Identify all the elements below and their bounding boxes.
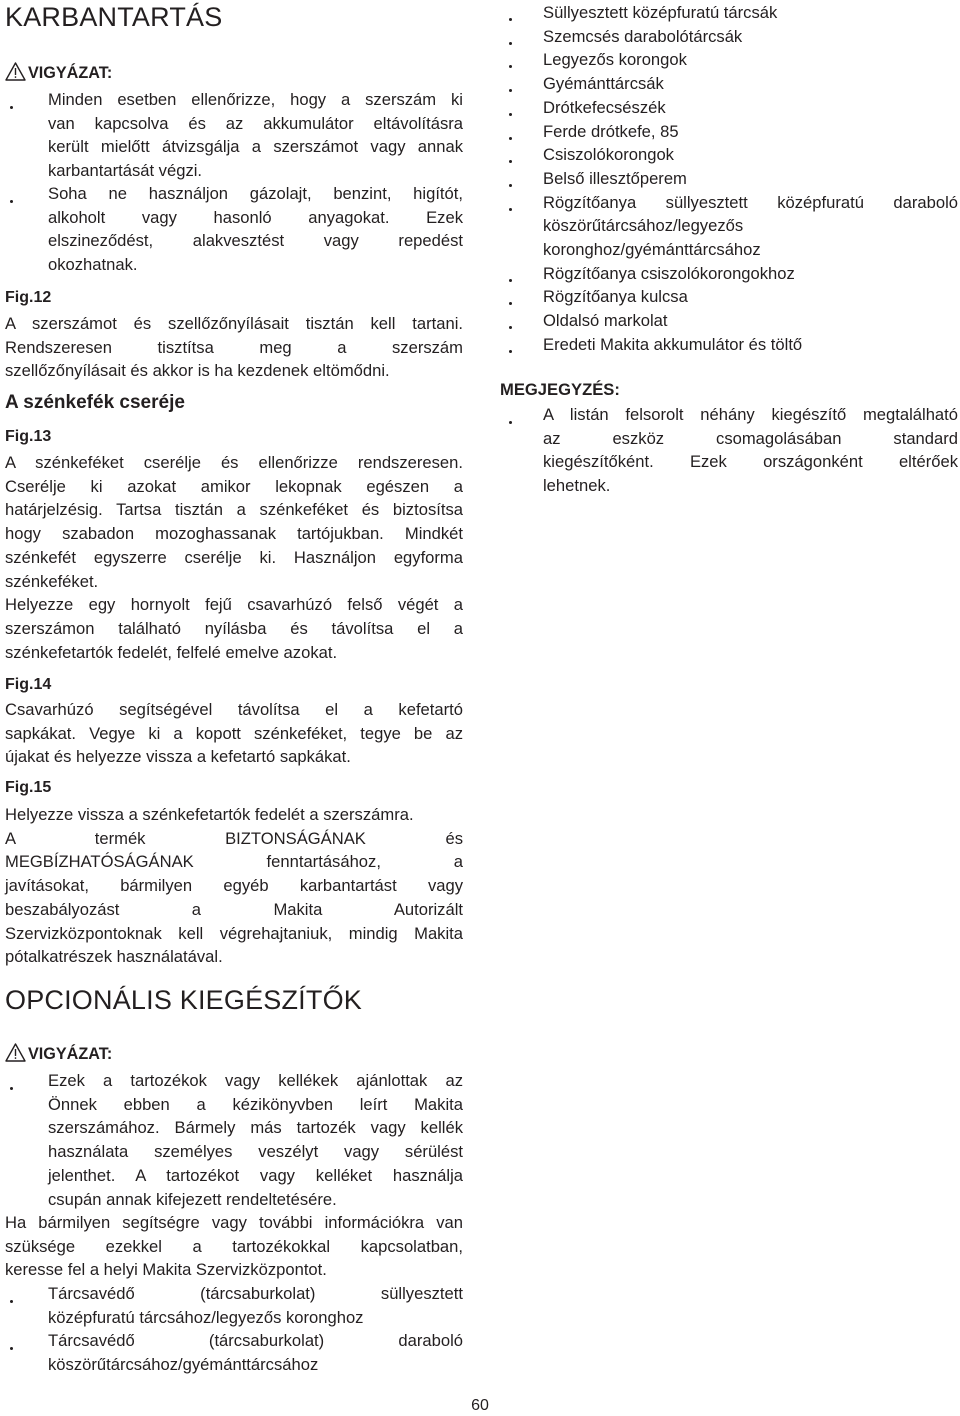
bullet-marker [509,184,512,187]
section-title-maintenance: KARBANTARTÁS [5,2,223,32]
paragraph-line: Cserélje ki azokat amikor lekopnak egészen a [5,476,463,496]
note-heading: MEGJEGYZÉS: [500,380,620,399]
warning-item-line: jelenthet. A tartozékot vagy kelléket használja [48,1165,463,1185]
figure-ref-13: Fig.13 [5,428,52,445]
warning-item-line: Önnek ebben a kézikönyvben leírt Makita [48,1094,463,1114]
warning-item-line: karbantartását végzi. [48,161,203,181]
figure-ref-12: Fig.12 [5,289,52,306]
section-title-accessories: OPCIONÁLIS KIEGÉSZÍTŐK [5,985,362,1015]
warning-item-line: csupán annak kifejezett rendeltetésére. [48,1189,337,1209]
bullet-marker [509,326,512,329]
paragraph-line: Rendszeresen tisztítsa meg a szerszám [5,337,463,357]
paragraph-line: sapkákat. Vegye ki a kopott szénkeféket, tegye be az [5,723,463,743]
bullet-marker [509,279,512,282]
paragraph-line: szellőzőnyílásait és akkor is ha kezdenek eltömődni. [5,361,390,381]
bullet-marker [10,200,13,203]
accessory-item-line: Tárcsavédő (tárcsaburkolat) süllyesztett [48,1284,463,1303]
subsection-heading-brushes: A szénkefék cseréje [5,392,185,413]
paragraph-line: beszabályozást a Makita Autorizált [5,899,463,919]
page-number: 60 [471,1397,489,1414]
accessory-item-line: Tárcsavédő (tárcsaburkolat) daraboló [48,1331,463,1350]
bullet-marker [509,113,512,116]
accessory-list-item: Ferde drótkefe, 85 [543,121,679,141]
accessory-list-item: Szemcsés darabolótárcsák [543,26,743,46]
bullet-marker [509,421,512,424]
warning-item-line: Ezek a tartozékok vagy kellékek ajánlottak az [48,1071,463,1090]
note-item-line: kiegészítőként. Ezek országonként eltérőek [543,452,958,472]
note-item-line: A listán felsorolt néhány kiegészítő megtalálható [543,405,958,424]
paragraph-line: szerszámon található nyílásba és távolítsa el a [5,618,463,638]
warning-item-line: alkoholt vagy hasonló anyagokat. Ezek [48,207,463,227]
accessory-item-line: középfuratú tárcsához/legyezős koronghoz [48,1307,364,1327]
paragraph-line: Csavarhúzó segítségével távolítsa el a kefetartó [5,700,463,719]
paragraph-line: újakat és helyezze vissza a kefetartó sapkákat. [5,747,351,767]
accessory-list-item: koronghoz/gyémánttárcsához [543,240,761,259]
accessory-list-item: Belső illesztőperem [543,168,687,188]
accessory-list-item: köszörűtárcsához/legyezős [543,216,744,236]
bullet-marker [509,89,512,92]
accessory-list-item: Csiszolókorongok [543,145,674,165]
bullet-marker [509,18,512,21]
bullet-marker [509,160,512,163]
paragraph-line: hogy szabadon mozoghassanak tartójukban. Mindkét [5,524,463,544]
bullet-marker [509,208,512,211]
paragraph-line: Helyezze egy hornyolt fejű csavarhúzó felső végét a [5,595,463,615]
warning-item-line: Soha ne használjon gázolajt, benzint, higítót, [48,184,463,203]
paragraph-line: határjelzésig. Tartsa tisztán a szénkeféket és biztosítsa [5,500,463,520]
figure-ref-14: Fig.14 [5,676,52,693]
warning-item-line: szerszámához. Bármely más tartozék vagy kellék [48,1118,463,1138]
bullet-marker [10,1087,13,1090]
warning-heading-text: VIGYÁZAT: [28,64,113,82]
accessory-list-item: Gyémánttárcsák [543,74,664,94]
bullet-marker [10,1347,13,1350]
bullet-marker [509,42,512,45]
accessory-list-item: Rögzítőanya süllyesztett középfuratú daraboló [543,192,958,212]
bullet-marker [509,65,512,68]
paragraph-line: Szervizközpontoknak kell végrehajtaniuk, mindig Makita [5,923,463,943]
bullet-marker [10,1300,13,1303]
warning-item-line: Minden esetben ellenőrizze, hogy a szerszám ki [48,90,463,109]
paragraph-line: szénkefét egyszerre cserélje ki. Használjon egyforma [5,547,463,567]
paragraph-line: A szénkeféket cserélje és ellenőrizze rendszeresen. [5,453,463,472]
warning-item-line: van kapcsolva és az akkumulátor eltávolításra [48,113,463,133]
paragraph-line: pótalkatrészek használatával. [5,947,223,967]
bullet-marker [10,106,13,109]
accessory-list-item: Rögzítőanya csiszolókorongokhoz [543,263,795,283]
warning-item-line: okozhatnak. [48,255,138,275]
accessory-list-item: Drótkefecsészék [543,97,666,117]
figure-ref-15: Fig.15 [5,779,52,796]
warning-icon [5,62,26,81]
accessory-list-item: Rögzítőanya kulcsa [543,287,688,307]
accessory-item-line: köszörűtárcsához/gyémánttárcsához [48,1354,319,1374]
paragraph-line: szénkefetartók fedelét, felfelé emelve azokat. [5,642,338,662]
warning-heading [5,62,463,84]
accessory-list-item: Süllyesztett középfuratú tárcsák [543,3,778,22]
bullet-marker [509,302,512,305]
paragraph-line: javításokat, bármilyen egyéb karbantartást vagy [5,876,463,896]
warning-item-line: használata személyes veszélyt vagy sérülést [48,1142,463,1162]
paragraph-line: A szerszámot és szellőzőnyílásait tisztán kell tartani. [5,314,463,333]
note-item-line: az eszköz csomagolásában standard [543,428,958,448]
bullet-marker [509,350,512,353]
paragraph-line: szénkeféket. [5,571,99,591]
warning-heading-text: VIGYÁZAT: [28,1045,113,1063]
paragraph-line: MEGBÍZHATÓSÁGÁNAK fenntartásához, a [5,852,463,872]
accessory-list-item: Eredeti Makita akkumulátor és töltő [543,334,803,354]
paragraph-line: Ha bármilyen segítségre vagy további információkra van [5,1213,463,1232]
paragraph-line: A termék BIZTONSÁGÁNAK és [5,828,463,848]
paragraph-line: Helyezze vissza a szénkefetartók fedelét a szerszámra. [5,805,414,824]
warning-item-line: került mielőtt átvizsgálja a szerszámot vagy annak [48,137,463,157]
accessory-list-item: Oldalsó markolat [543,311,668,331]
warning-heading [5,1043,463,1065]
accessory-list-item: Legyezős korongok [543,50,687,70]
paragraph-line: keresse fel a helyi Makita Szervizközpontot. [5,1260,327,1280]
bullet-marker [509,137,512,140]
warning-item-line: elszineződést, alakvesztést vagy repedést [48,231,463,251]
paragraph-line: szüksége ezekkel a tartozékokkal kapcsolatban, [5,1236,463,1256]
warning-icon [5,1043,26,1062]
note-item-line: lehetnek. [543,476,611,496]
